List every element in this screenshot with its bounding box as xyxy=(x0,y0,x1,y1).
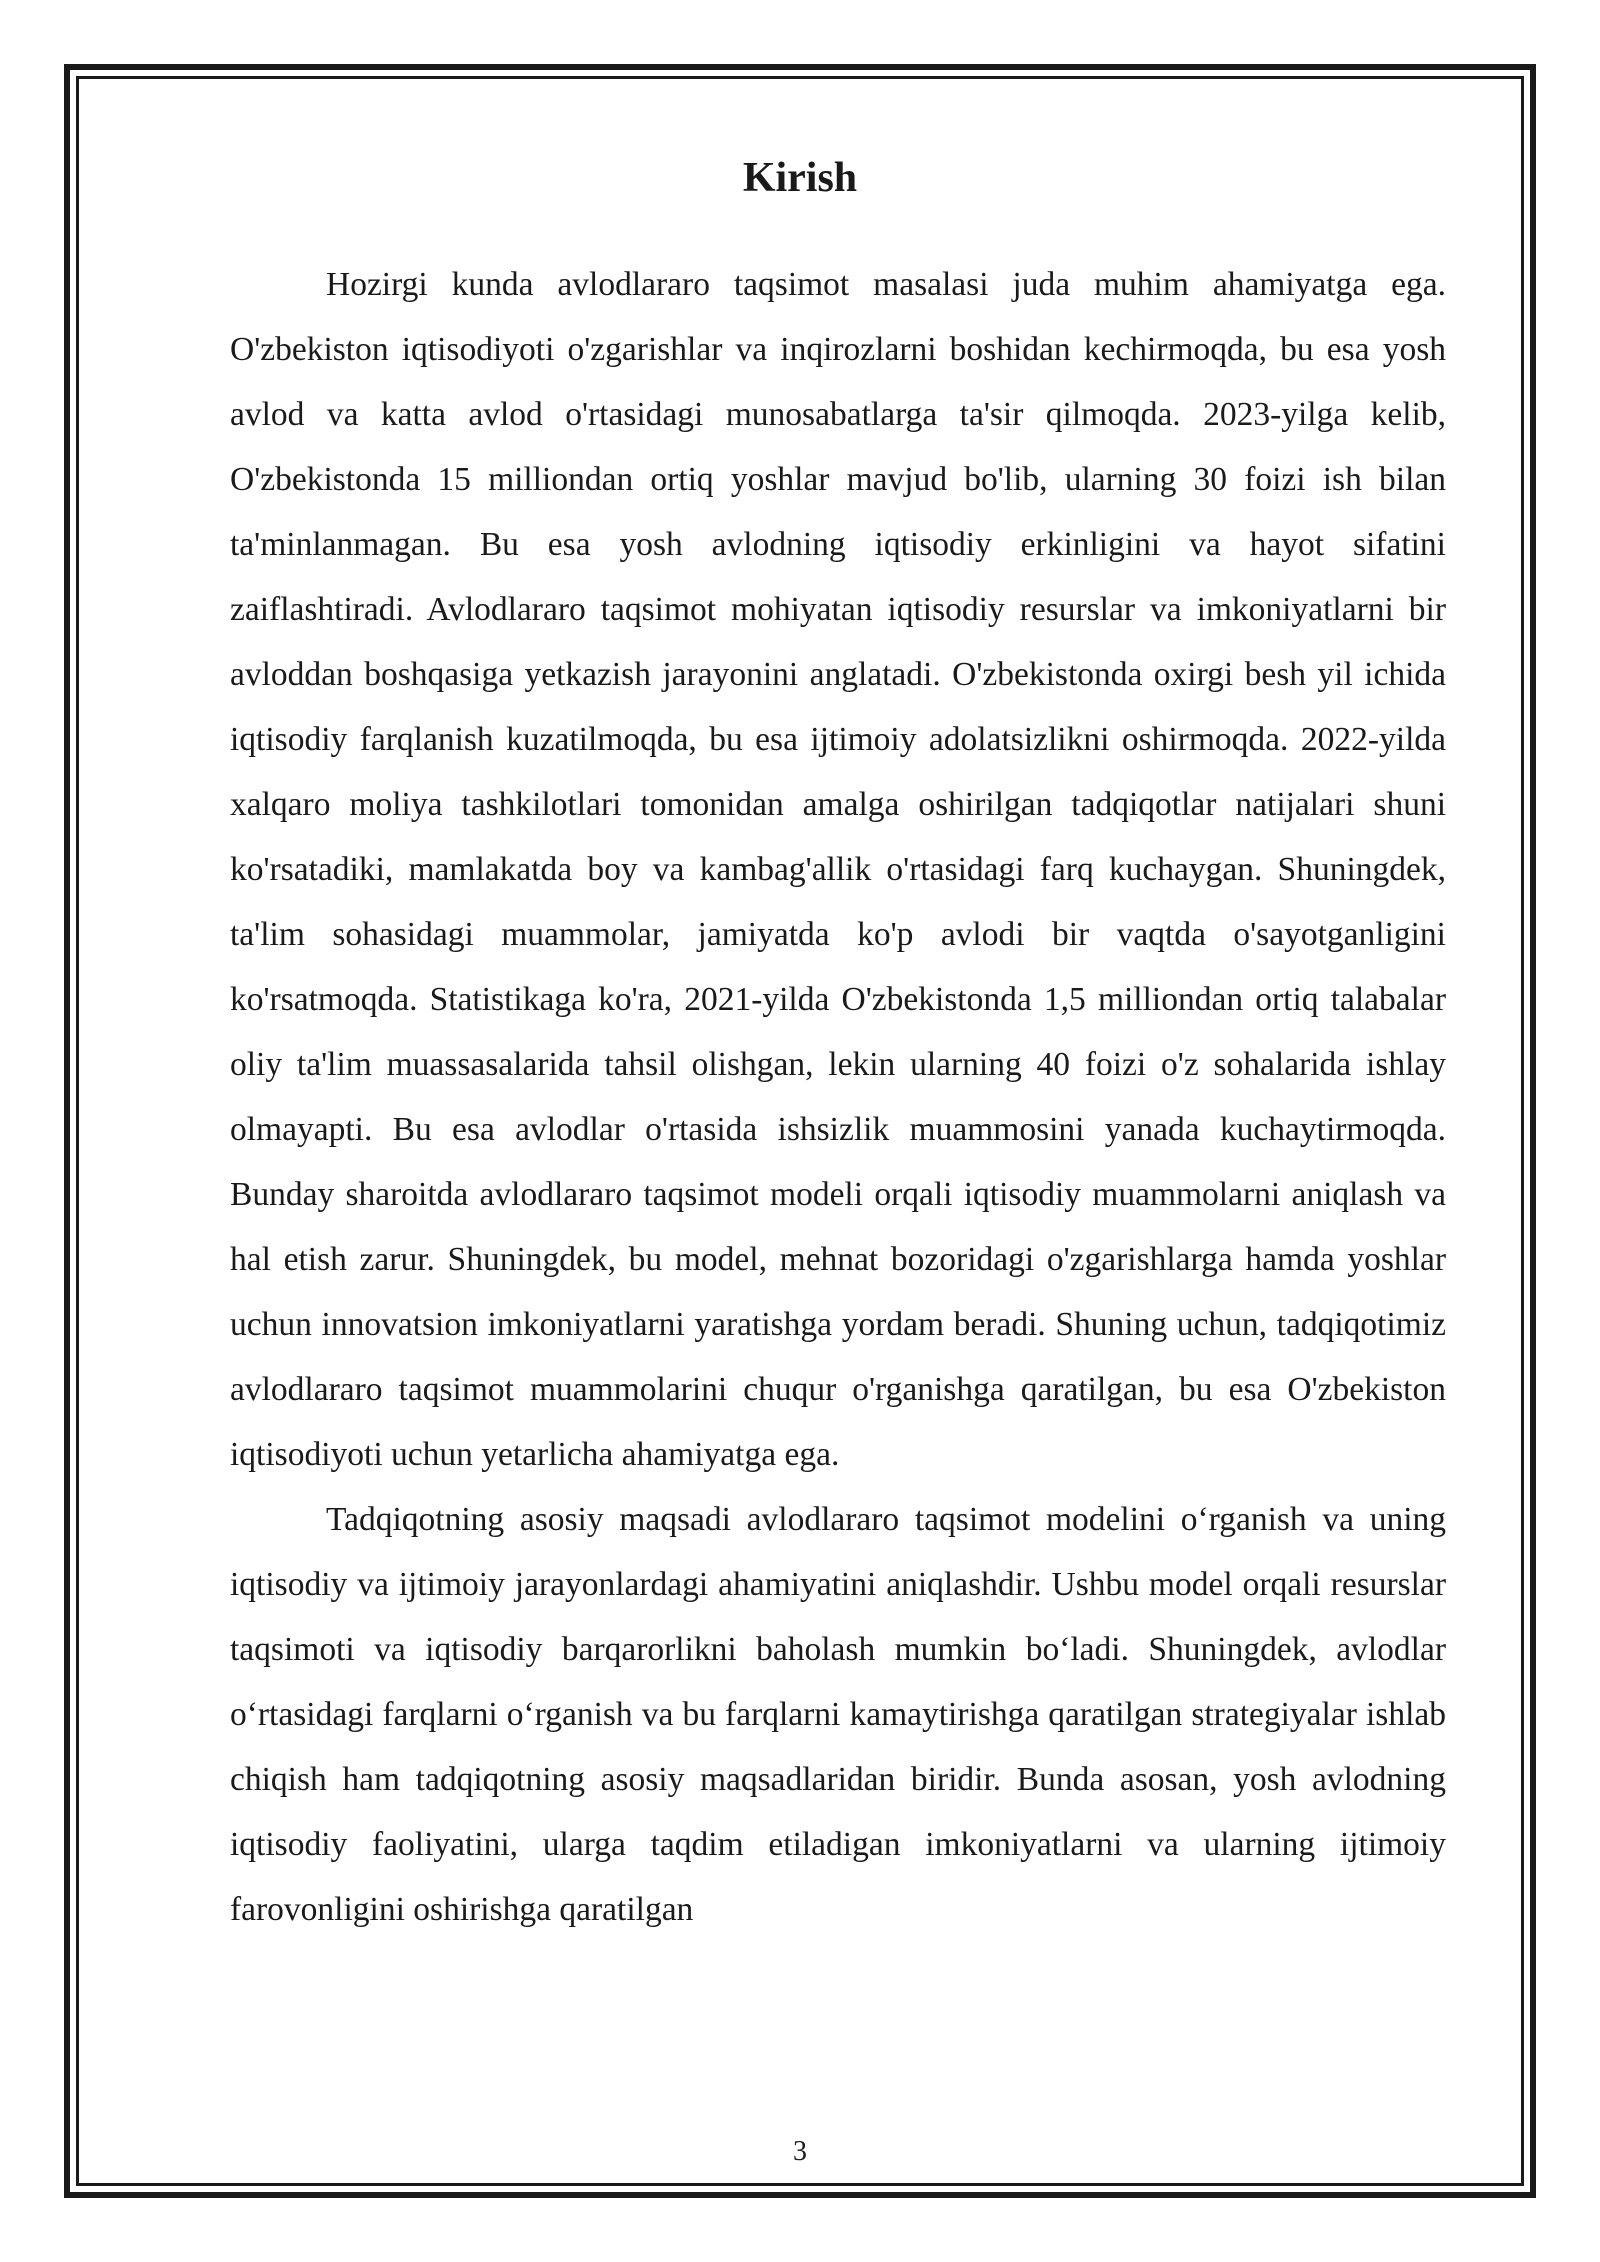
document-body xyxy=(230,252,1446,1942)
paragraph-intro: Hozirgi kunda avlodlararo taqsimot masalasi juda muhim ahamiyatga ega. O'zbekiston iqtisodiyoti o'zgarishlar va inqirozlarni boshidan kechirmoqda, bu esa yosh avlod va katta avlod o'rtasidagi munosabatlarga ta'sir qilmoqda. 2023-yilga kelib, O'zbekistonda 15 milliondan ortiq yoshlar mavjud bo'lib, ularning 30 foizi ish bilan ta'minlanmagan. Bu esa yosh avlodning iqtisodiy erkinligini va hayot sifatini zaiflashtiradi. Avlodlararo taqsimot mohiyatan iqtisodiy resurslar va imkoniyatlarni bir avloddan boshqasiga yetkazish jarayonini anglatadi. O'zbekistonda oxirgi besh yil ichida iqtisodiy farqlanish kuzatilmoqda, bu esa ijtimoiy adolatsizlikni oshirmoqda. 2022-yilda xalqaro moliya tashkilotlari tomonidan amalga oshirilgan tadqiqotlar natijalari shuni ko'rsatadiki, mamlakatda boy va kambag'allik o'rtasidagi farq kuchaygan. Shuningdek, ta'lim sohasidagi muammolar, jamiyatda ko'p avlodi bir vaqtda o'sayotganligini ko'rsatmoqda. Statistikaga ko'ra, 2021-yilda O'zbekistonda 1,5 milliondan ortiq talabalar oliy ta'lim muassasalarida tahsil olishgan, lekin ularning 40 foizi o'z sohalarida ishlay olmayapti. Bu esa avlodlar o'rtasida ishsizlik muammosini yanada kuchaytirmoqda. Bunday sharoitda avlodlararo taqsimot modeli orqali iqtisodiy muammolarni aniqlash va hal etish zarur. Shuningdek, bu model, mehnat bozoridagi o'zgarishlarga hamda yoshlar uchun innovatsion imkoniyatlarni yaratishga yordam beradi. Shuning uchun, tadqiqotimiz avlodlararo taqsimot muammolarini chuqur o'rganishga qaratilgan, bu esa O'zbekiston iqtisodiyoti uchun yetarlicha ahamiyatga ega. xyxy=(230,266,1446,1473)
paragraph-goal: Tadqiqotning asosiy maqsadi avlodlararo taqsimot modelini o‘rganish va uning iqtisodiy va ijtimoiy jarayonlardagi ahamiyatini aniqlashdir. Ushbu model orqali resurslar taqsimoti va iqtisodiy barqarorlikni baholash mumkin bo‘ladi. Shuningdek, avlodlar o‘rtasidagi farqlarni o‘rganish va bu farqlarni kamaytirishga qaratilgan strategiyalar ishlab chiqish ham tadqiqotning asosiy maqsadlaridan biridir. Bunda asosan, yosh avlodning iqtisodiy faoliyatini, ularga taqdim etiladigan imkoniyatlarni va ularning ijtimoiy farovonligini oshirishga qaratilgan xyxy=(230,1501,1446,1928)
page-title: Kirish xyxy=(742,155,858,201)
page-number: 3 xyxy=(793,2136,807,2167)
